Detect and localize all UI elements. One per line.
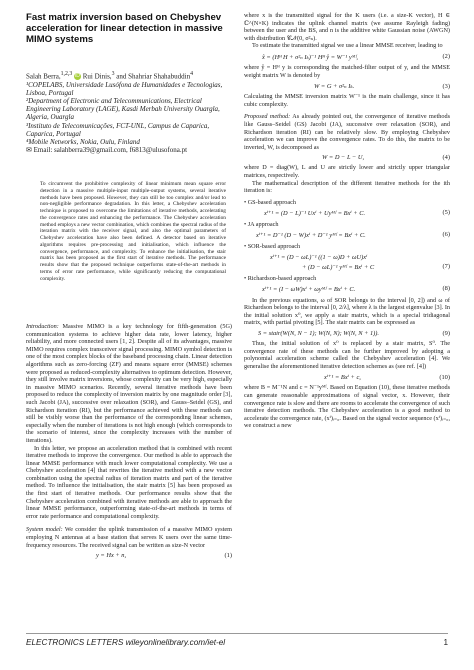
section-lead: Introduction: xyxy=(26,323,59,330)
equation-number: (2) xyxy=(442,53,450,61)
equation-text: W = G + σ²ₙ Iₖ. xyxy=(314,83,355,91)
equation-text: S = stair(W(N, N − 1); W(N, N); W(N, N + 1)). xyxy=(258,330,380,338)
paragraph: where D = diag(W), L and U are strictly lower and strictly upper triangular matrices, respectively. xyxy=(244,164,450,179)
author-block xyxy=(26,70,236,154)
author-sup: 4 xyxy=(190,71,194,77)
email-line[interactable]: ✉ Email: salahberra39@gmail.com, f6813@ulusofona.pt xyxy=(26,146,188,155)
equation-6 xyxy=(244,231,450,239)
author-name: and Shahriar Shahabuddin xyxy=(114,72,191,81)
author-name: Rui Dinis, xyxy=(82,72,112,81)
intro-paragraph xyxy=(26,323,232,445)
affiliation-2: ²Department of Electronic and Telecommunications, Electrical Engineering Laboratory (LAGE), Kasdi Merbah University Ouargla, Algeria, Ouargla xyxy=(26,96,220,122)
equation-4 xyxy=(244,154,450,161)
journal-footer[interactable]: ELECTRONICS LETTERS wileyonlinelibrary.com/iet-el xyxy=(26,638,226,647)
bullet-sor: • SOR-based approach xyxy=(244,242,301,250)
equation-text: y = Hx + n, xyxy=(96,552,127,560)
equation-text: + (D − ωL)⁻¹ yᴹᶠ = Bxⁱ + C xyxy=(302,263,375,271)
right-column xyxy=(244,12,450,430)
paragraph: where ŷ = Hᴴ y is corresponding the matched-filter output of y, and the MMSE weight matrix W is denoted by xyxy=(244,63,450,79)
equation-9 xyxy=(244,330,450,337)
equation-text: W = D − L − U, xyxy=(322,154,365,162)
equation-8 xyxy=(244,285,450,293)
paragraph: Calculating the MMSE inversion matrix W⁻¹ is the main challenge, since it has cubic complexity. xyxy=(244,93,450,108)
paragraph: The mathematical description of the different iterative methods for the ith iteration is: xyxy=(244,179,450,195)
equation-7 xyxy=(244,263,450,271)
equation-text: xⁱ⁺¹ = D⁻¹ (D − W)xⁱ + D⁻¹ yᴹᶠ = Bxⁱ + C. xyxy=(256,231,366,239)
equation-number: (8) xyxy=(442,285,450,293)
paragraph: To estimate the transmitted signal we use a linear MMSE receiver, leading to xyxy=(252,42,443,50)
page-number: 1 xyxy=(443,638,448,647)
proposed-method-paragraph xyxy=(244,113,450,151)
equation-3 xyxy=(244,82,450,90)
intro-text: Massive MIMO is a key technology for fifth-generation (5G) communication systems to achieve higher data rate, lower latency, higher reliability, and more connected users [1, 2]. Despite all of its advantages, massive MIMO requires complex transceiver signal processing. MIMO symbol detection is one of the most complex blocks of the baseband processing chain. Linear detection algorithms such as zero-forcing (ZF) and means square error (MMSE) schemes were proposed as reduced-complexity alternatives to optimum detection. However, they still involve matrix inversions, whose complexity can be very high, especially in massive MIMO scenarios. Recently, several iterative methods have been proposed to reduce the complexity of inversion matrix by one magnitude order [3], such Jacobi (JA), successive over relaxation (SOR), and Gauss–Seidel (GS), and Richardson iteration (RI), but the performance achieved with these methods can still be visibly worse than the performance of the corresponding linear schemes, especially when the number of iterations is not high enough (which corresponds to the scenario of interest, since the complexity increases with the number of iterations). xyxy=(26,323,232,444)
page-footer xyxy=(26,633,448,647)
equation-number: (3) xyxy=(442,82,450,90)
affiliation-4: ⁴Mobile Networks, Nokia, Oulu, Finland xyxy=(26,137,140,146)
intro-paragraph-2: In this letter, we propose an acceleration method that is combined with recent iterative methods to improve the convergence. Our method is able to approach the linear MMSE performance with much lower computational complexity. We use a Chebyshev acceleration [4] that rewrites the iterative method with a new vector combination using the spectral radius of iteration matrix and part of the iterative method. To influence the initialisation, the stair matrix [5] has been proposed as the first start of iterative methods. Our performance results show that the Chebyshev acceleration combined with iterative methods are able to approach the linear MMSE performance, outperforming state-of-the-art methods in terms of error rate performance and computational complexity. xyxy=(26,444,232,520)
system-model-paragraph xyxy=(26,526,232,549)
equation-number: (7) xyxy=(442,263,450,271)
paragraph: In the previous equations, ω of SOR belongs to the interval [0, 2]) and ω of Richardson belongs to the interval [0, 2/λ], where λ is the largest eigenvalue [3]. In the initial solution x⁰, we apply a stair matrix, which is a special tridiagonal matrix, with partial pivoting [5]. The stair matrix can be expressed as xyxy=(244,296,450,327)
paragraph: where x is the transmitted signal for the K users (i.e. a size-K vector), H ∈ ℂ^(N×K) indicates the uplink channel matrix (we assume Rayleigh fading) between the user and the BS, and n is the additive white Gaussian noise (AWGN) with distribution 𝒞𝒩(0, σ²ₙ). xyxy=(244,12,450,42)
bullet-ja: • JA approach xyxy=(244,220,279,228)
section-lead: System model: xyxy=(26,526,63,534)
equation-number: (9) xyxy=(442,330,450,338)
abstract: To circumvent the prohibitive complexity of linear minimum mean square error detection in a massive multiple-input multiple-output systems, several iterative methods have been proposed. However, they can still be too complex and/or lead to non-negligible performance degradation. In this letter, a Chebyshev acceleration technique is proposed to overcome the limitations of iterative methods, accelerating the convergence rates and enhancing the performance. The Chebyshev acceleration method employs a new vector combination, which combines the spectral radius of the iteration matrix with the receiver signal, and also the optimal parameters of Chebyshev acceleration have also been defined. A detector based on iterative algorithms requires pre-processing and initialisation, which influence the convergence, performance, and complexity. To enhance the initialisation, the stair matrix has been proposed as the first start of iterative methods. The performance results show that the proposed technique outperforms state-of-the-art methods in terms of error rate performance, while significantly reducing the computational complexity. xyxy=(40,181,226,282)
system-model-text: We consider the uplink transmission of a massive MIMO system employing N antennas at a base station that serves K users over the same time-frequency resources. The received signal can be written as size-N vector xyxy=(26,526,232,549)
paragraph: where B = M⁻¹N and c = N⁻¹yᴹᶠ. Based on Equation (10), these iterative methods can generate reasonable approximations of signal vector, x. However, their convergence rate is slow and there are rooms to accelerate the convergence of such iterative detection methods. The Chebyshev acceleration is a good method to accelerate the convergence rate, (xⁱ)ᵢ₌₀. Based on the signal vector sequence (xⁱ)ᵢ₌₀, we construct a new xyxy=(244,384,450,430)
equation-number: (6) xyxy=(442,231,450,239)
equation-number: (5) xyxy=(442,209,450,217)
equation-number: (1) xyxy=(224,552,232,560)
equation-text: xⁱ⁺¹ = (D − L)⁻¹ Uxⁱ + Uyᴹᶠ = Bxⁱ + C. xyxy=(264,209,366,217)
equation-1 xyxy=(26,552,232,559)
equation-7-line1: xⁱ⁺¹ = (D − ωL)⁻¹ ((1 − ω)D + ωU)xⁱ xyxy=(270,253,368,261)
bullet-richardson: • Richardson-based approach xyxy=(244,274,317,282)
paper-title: Fast matrix inversion based on Chebyshev acceleration for linear detection in massive MIMO systems xyxy=(26,12,223,46)
equation-text: xⁱ⁺¹ = Bxⁱ + c, xyxy=(324,374,361,382)
paragraph: Thus, the initial solution of x⁰ is replaced by a stair matrix, S⁰. The convergence rate of these methods can be further improved by adopting a polynomial acceleration scheme called the Chebyshev acceleration [4]. We generalise the aforementioned iterative detection schemes as (see ref. [4]) xyxy=(244,340,450,370)
affiliation-3: ³Instituto de Telecomunicações, FCT-UNL, Campus de Caparica, Caparica, Portugal xyxy=(26,121,210,138)
equation-10 xyxy=(244,373,450,381)
left-column xyxy=(26,323,232,562)
bullet-gs: • GS-based approach xyxy=(244,198,296,206)
equation-text: xⁱ⁺¹ = (I − ωW)xⁱ + ωyᴹᶠ = Bxⁱ + C. xyxy=(262,285,356,293)
equation-number: (4) xyxy=(442,154,450,162)
orcid-icon[interactable]: iD xyxy=(75,73,80,80)
author-sup: 3 xyxy=(111,71,115,77)
author-sup: 1,2,3 xyxy=(60,71,73,77)
equation-2 xyxy=(244,53,450,61)
equation-text: x̂ = (Hᴴ H + σ²ₙ Iₖ)⁻¹ Hᴴ ŷ = W⁻¹ yᴹᶠ, xyxy=(262,53,359,61)
equation-number: (10) xyxy=(439,373,450,381)
equation-5 xyxy=(244,209,450,217)
affiliation-1: ¹COPELABS, Universidade Lusófona de Humanidades e Tecnologias, Lisboa, Portugal xyxy=(26,80,223,97)
author-line xyxy=(26,70,236,81)
section-lead: Proposed method: xyxy=(244,113,291,121)
proposed-method-text: As already pointed out, the convergence of iterative methods like Gauss–Seidel (GS) Jacobi (JA), successive over relaxation (SOR), and Richardson iteration (RI) can be relatively slow. By employing Chebyshev acceleration we can improve the convergence rates. To do this, the matrix to be inverted, W, is decomposed as xyxy=(244,113,450,151)
author-name: Salah Berra, xyxy=(26,72,61,81)
